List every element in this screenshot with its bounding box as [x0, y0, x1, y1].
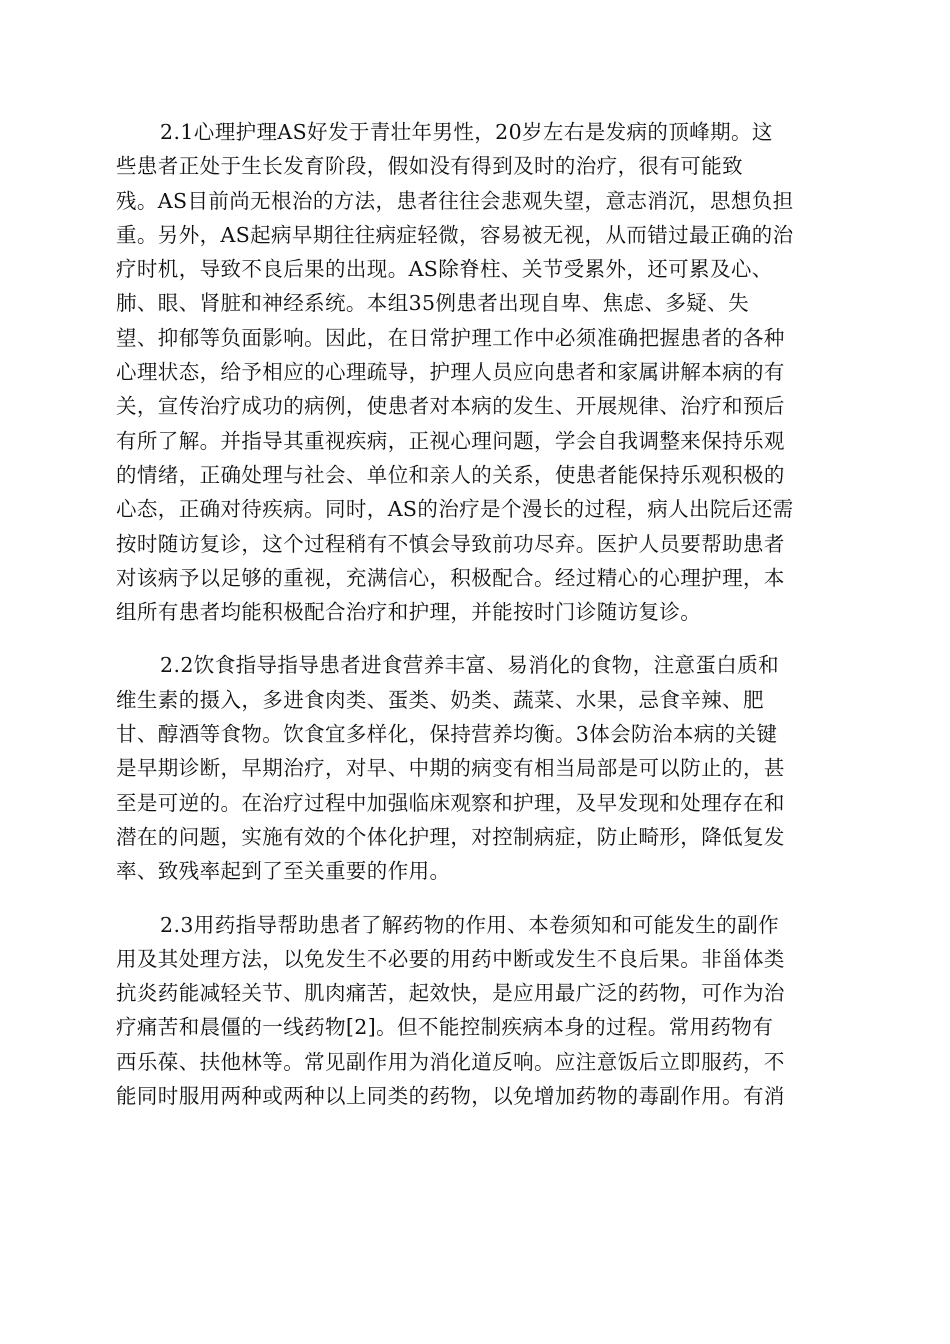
text-line: 疗痛苦和晨僵的一线药物[2]。但不能控制疾病本身的过程。常用药物有: [116, 1015, 774, 1040]
text-line: 抗炎药能减轻关节、肌肉痛苦，起效快，是应用最广泛的药物，可作为治: [116, 981, 785, 1006]
text-line: 对该病予以足够的重视，充满信心，积极配合。经过精心的心理护理，本: [116, 565, 785, 590]
text-line: 组所有患者均能积极配合治疗和护理，并能按时门诊随访复诊。: [116, 600, 702, 625]
text-line: 2.2饮食指导指导患者进食营养丰富、易消化的食物，注意蛋白质和: [160, 653, 779, 678]
text-line: 疗时机，导致不良后果的出现。AS除脊柱、关节受累外，还可累及心、: [116, 257, 773, 282]
text-line: 肺、眼、肾脏和神经系统。本组35例患者出现自卑、焦虑、多疑、失: [116, 291, 749, 316]
text-line: 残。AS目前尚无根治的方法，患者往往会悲观失望，意志消沉，思想负担: [116, 188, 794, 213]
text-line: 维生素的摄入，多进食肉类、蛋类、奶类、蔬菜、水果，忌食辛辣、肥: [116, 687, 764, 712]
text-line: 心态，正确对待疾病。同时，AS的治疗是个漫长的过程，病人出院后还需: [116, 497, 794, 522]
paragraph-medication-guidance: [116, 908, 830, 1114]
text-line: 2.1心理护理AS好发于青壮年男性，20岁左右是发病的顶峰期。这: [160, 120, 773, 144]
text-line: 有所了解。并指导其重视疾病，正视心理问题，学会自我调整来保持乐观: [116, 428, 785, 453]
text-line: 率、致残率起到了至关重要的作用。: [116, 859, 451, 884]
text-line: 些患者正处于生长发育阶段，假如没有得到及时的治疗，很有可能致: [116, 154, 743, 179]
text-line: 按时随访复诊，这个过程稍有不慎会导致前功尽弃。医护人员要帮助患者: [116, 531, 785, 556]
text-line: 2.3用药指导帮助患者了解药物的作用、本卷须知和可能发生的副作: [160, 912, 779, 937]
text-line: 的情绪，正确处理与社会、单位和亲人的关系，使患者能保持乐观积极的: [116, 462, 785, 487]
text-line: 关，宣传治疗成功的病例，使患者对本病的发生、开展规律、治疗和预后: [116, 394, 785, 419]
text-line: 心理状态，给予相应的心理疏导，护理人员应向患者和家属讲解本病的有: [116, 360, 785, 385]
text-line: 西乐葆、扶他林等。常见副作用为消化道反响。应注意饭后立即服药，不: [116, 1049, 785, 1074]
text-line: 能同时服用两种或两种以上同类的药物，以免增加药物的毒副作用。有消: [116, 1084, 785, 1109]
text-line: 至是可逆的。在治疗过程中加强临床观察和护理，及早发现和处理存在和: [116, 790, 785, 815]
paragraph-psychological-nursing: [116, 115, 830, 629]
document-body: [116, 115, 830, 1132]
text-line: 是早期诊断，早期治疗，对早、中期的病变有相当局部是可以防止的，甚: [116, 756, 785, 781]
text-line: 重。另外，AS起病早期往往病症轻微，容易被无视，从而错过最正确的治: [116, 222, 794, 247]
text-line: 望、抑郁等负面影响。因此，在日常护理工作中必须准确把握患者的各种: [116, 325, 785, 350]
paragraph-diet-guidance: [116, 648, 830, 888]
text-line: 用及其处理方法，以免发生不必要的用药中断或发生不良后果。非甾体类: [116, 946, 785, 971]
text-line: 甘、醇酒等食物。饮食宜多样化，保持营养均衡。3体会防治本病的关键: [116, 722, 778, 747]
text-line: 潜在的问题，实施有效的个体化护理，对控制病症，防止畸形，降低复发: [116, 824, 785, 849]
